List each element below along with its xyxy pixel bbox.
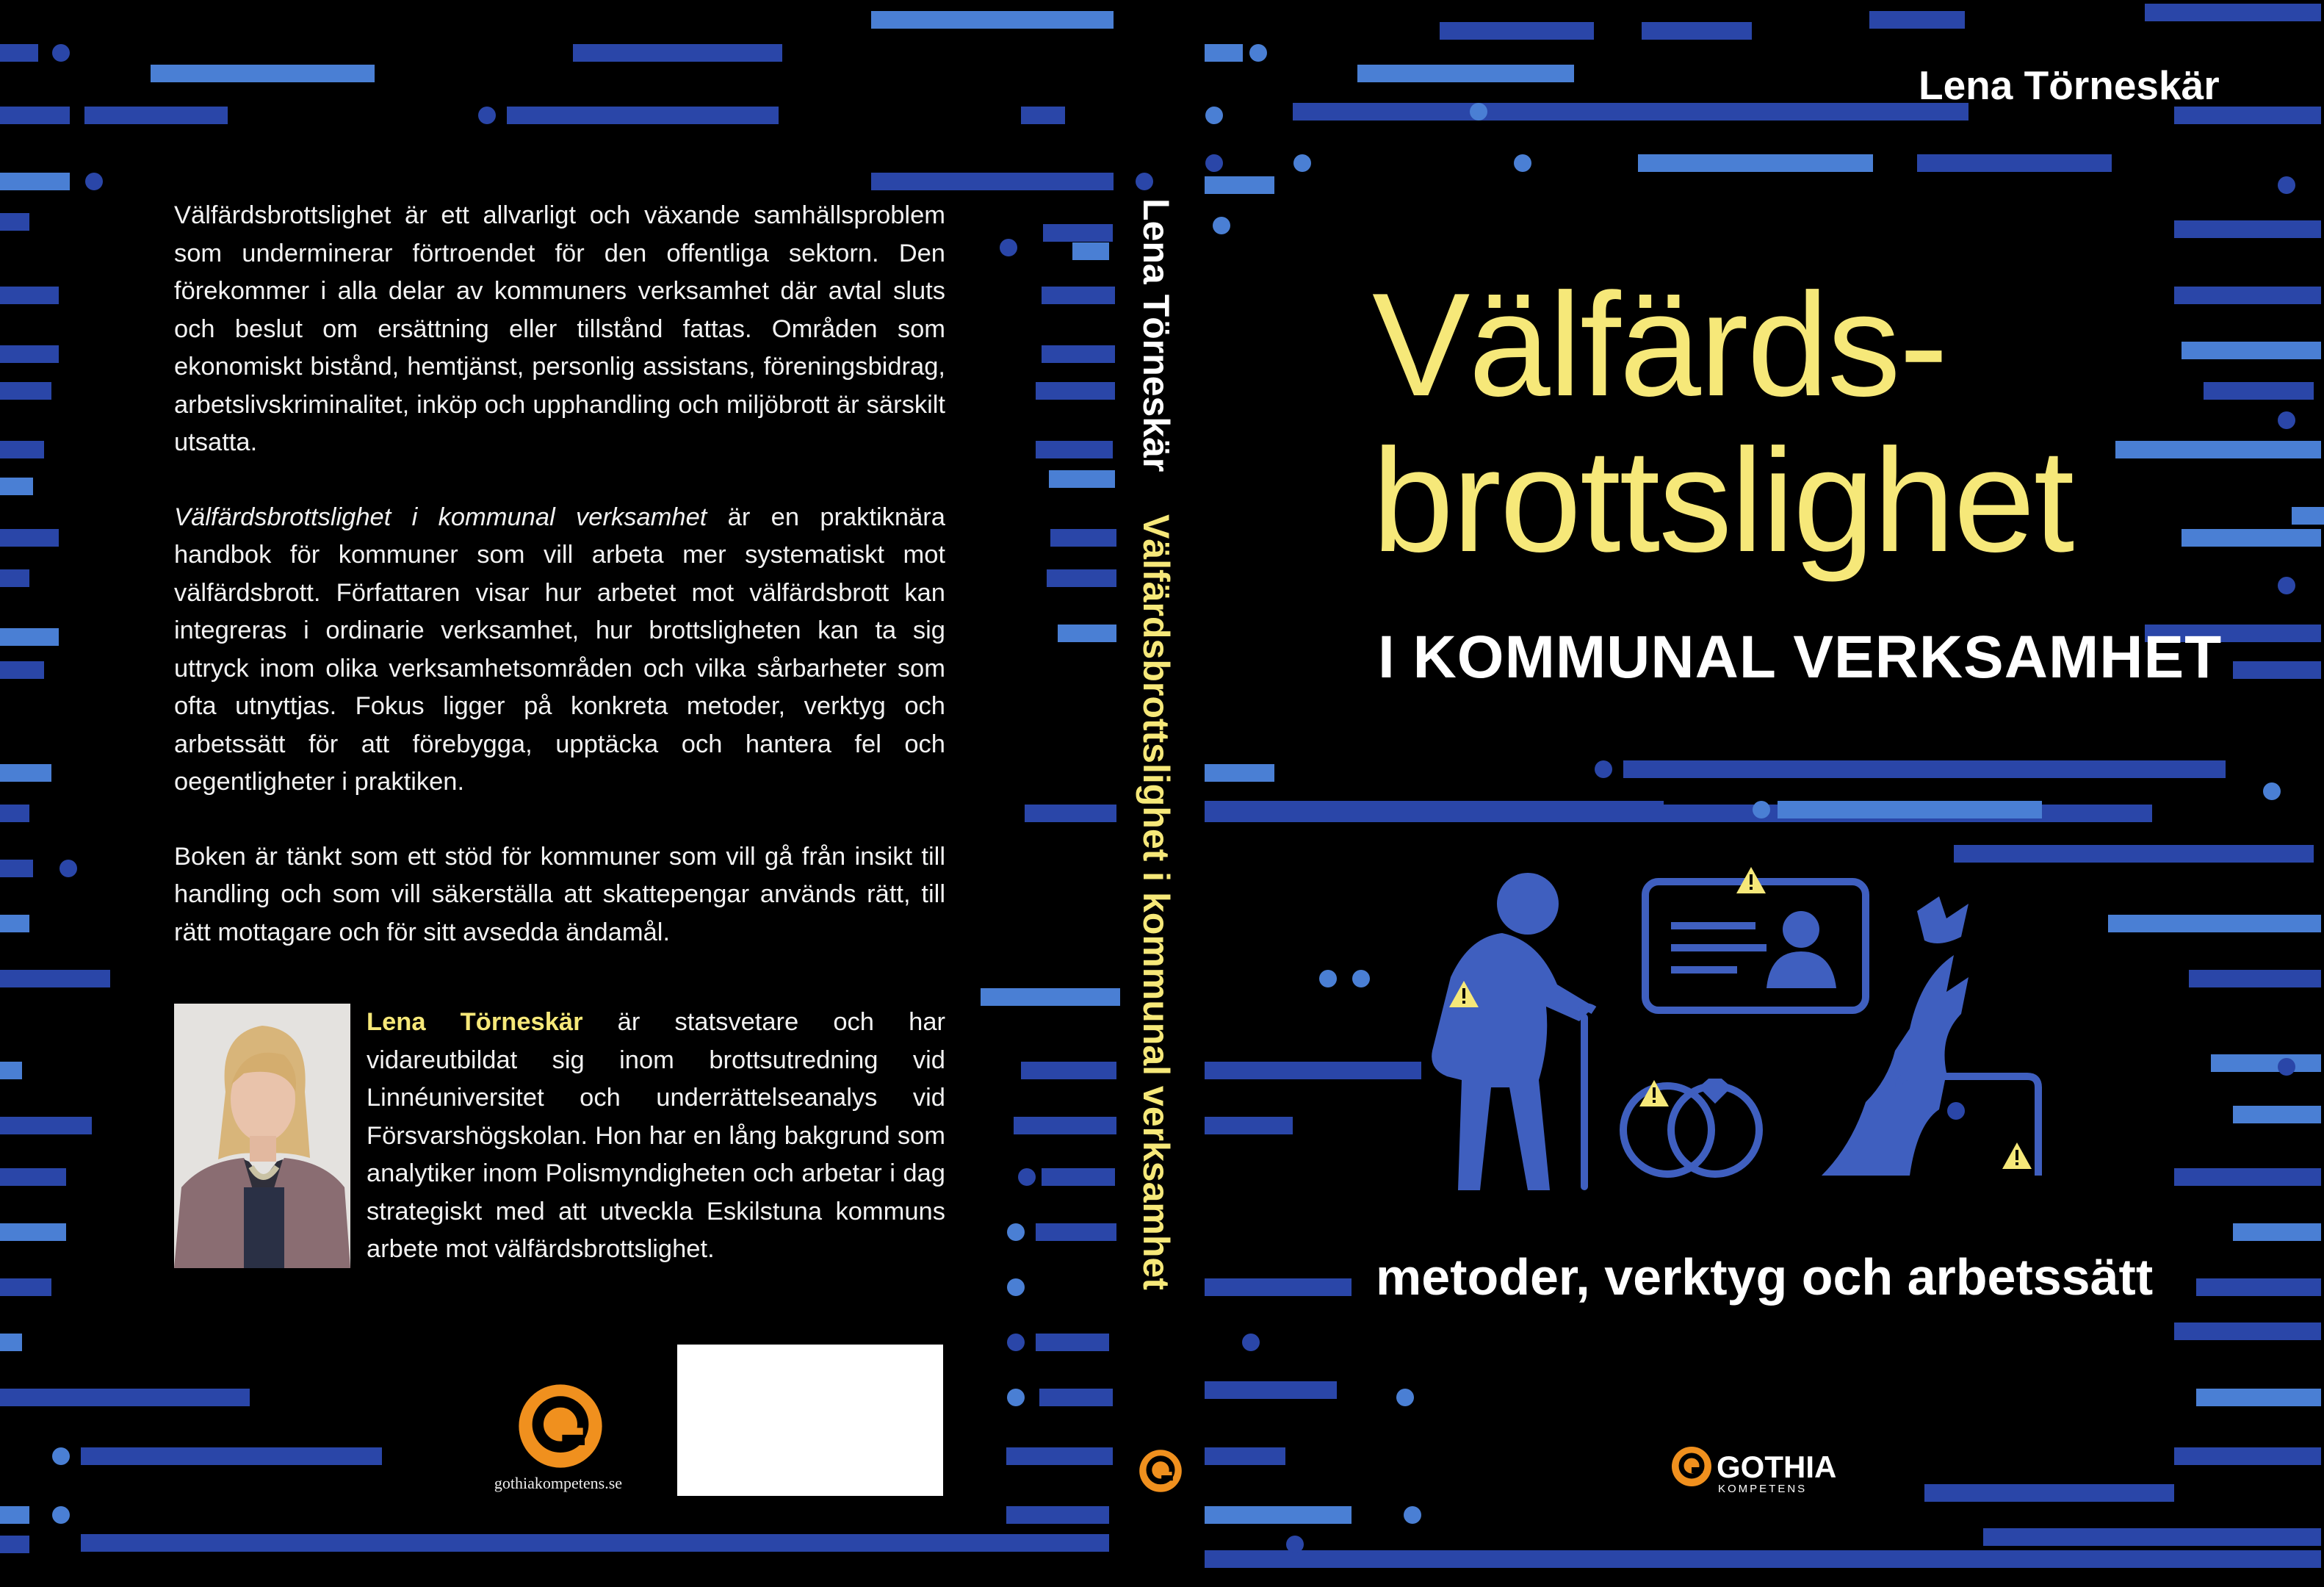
dash-decoration (1205, 1447, 1285, 1465)
dash-decoration (1205, 801, 1407, 818)
dash-decoration (1205, 1506, 1352, 1524)
dash-decoration (0, 569, 29, 587)
dot-decoration (52, 44, 70, 62)
dash-decoration (1042, 1168, 1115, 1186)
dot-decoration (1213, 217, 1230, 234)
dash-decoration (0, 213, 29, 231)
dash-decoration (1205, 1381, 1337, 1399)
back-paragraph-2 (174, 499, 945, 802)
dot-decoration (1352, 970, 1370, 987)
dash-decoration (2196, 1278, 2321, 1296)
dot-decoration (1007, 1334, 1025, 1351)
dash-decoration (1036, 382, 1115, 400)
dot-decoration (85, 173, 103, 190)
dash-decoration (2174, 220, 2321, 238)
dash-decoration (0, 107, 70, 124)
author-bio-name: Lena Törneskär (367, 1008, 583, 1036)
dot-decoration (1018, 1168, 1036, 1186)
dash-decoration (1642, 22, 1752, 40)
dot-decoration (2278, 411, 2295, 429)
barcode-area (677, 1345, 943, 1496)
dash-decoration (2174, 107, 2321, 124)
dash-decoration (1778, 801, 2042, 818)
dash-decoration (2174, 1447, 2321, 1465)
dash-decoration (1072, 242, 1109, 260)
dash-decoration (1565, 103, 1968, 120)
front-author: Lena Törneskär (1919, 62, 2220, 108)
dash-decoration (1021, 1062, 1116, 1079)
dash-decoration (84, 107, 228, 124)
dash-decoration (0, 1334, 22, 1351)
back-paragraph-3: Boken är tänkt som ett stöd för kommuner som vill gå från insikt till handling och som vill säkerställa att skattepengar används rätt, till rätt mottagare och för sitt avsedda ändamål. (174, 842, 945, 946)
dot-decoration (2278, 1058, 2295, 1076)
dash-decoration (0, 1278, 51, 1296)
dot-decoration (2263, 782, 2281, 800)
dash-decoration (1917, 154, 2112, 172)
dot-decoration (1514, 154, 1531, 172)
dash-decoration (0, 529, 59, 547)
dash-decoration (981, 988, 1120, 1006)
author-bio (367, 1004, 945, 1269)
dash-decoration (1036, 1334, 1109, 1351)
dash-decoration (1006, 1447, 1113, 1465)
dash-decoration (1924, 1484, 2174, 1502)
dash-decoration (0, 1506, 29, 1524)
spine-logo-icon (1138, 1449, 1183, 1493)
dash-decoration (1025, 805, 1116, 822)
dot-decoration (478, 107, 496, 124)
dot-decoration (1249, 44, 1267, 62)
dash-decoration (2204, 382, 2314, 400)
elderly-person-icon (1432, 873, 1594, 1190)
dash-decoration (2211, 1054, 2321, 1072)
dash-decoration (1623, 760, 2226, 778)
dash-decoration (871, 11, 1114, 29)
dash-decoration (0, 1117, 92, 1134)
dot-decoration (1293, 154, 1311, 172)
dot-decoration (2278, 577, 2295, 594)
dash-decoration (0, 478, 33, 495)
dash-decoration (1205, 764, 1274, 782)
dash-decoration (573, 44, 782, 62)
dot-decoration (1205, 154, 1223, 172)
publisher-logo-icon (517, 1383, 604, 1469)
dash-decoration (1036, 441, 1113, 458)
dash-decoration (0, 860, 33, 877)
dot-decoration (1319, 970, 1337, 987)
dot-decoration (1396, 1389, 1414, 1406)
dash-decoration (871, 173, 1114, 190)
dash-decoration (1050, 529, 1116, 547)
dot-decoration (52, 1447, 70, 1465)
dash-decoration (81, 1534, 1109, 1552)
dash-decoration (1205, 44, 1243, 62)
dash-decoration (0, 661, 44, 679)
dash-decoration (2196, 1389, 2321, 1406)
dash-decoration (0, 1223, 66, 1241)
illegal-dumping-icon (1822, 896, 2038, 1176)
dash-decoration (0, 1168, 66, 1186)
dot-decoration (1286, 1536, 1304, 1553)
gothia-logo-name: GOTHIA (1717, 1450, 1837, 1484)
dash-decoration (2182, 529, 2321, 547)
dash-decoration (2174, 1322, 2321, 1340)
dash-decoration (1954, 845, 2314, 863)
spine-title: Välfärdsbrottslighet i kommunal verksamhet (1136, 514, 1177, 1290)
dash-decoration (1058, 625, 1116, 642)
dash-decoration (1006, 1506, 1109, 1524)
dash-decoration (2233, 661, 2321, 679)
dash-decoration (2233, 1223, 2321, 1241)
dash-decoration (0, 1536, 29, 1553)
subtitle: I KOMMUNAL VERKSAMHET (1378, 624, 2223, 691)
dot-decoration (52, 1506, 70, 1524)
dash-decoration (1043, 224, 1113, 242)
author-bio-text: är statsvetare och har vidareutbildat sig inom brottsutredning vid Linnéuniversitet och underrättelseanalys vid Försvarshögskolan. Hon har en lång bakgrund som analytiker inom Polismyndigheten och arbetar i dag strategiskt med att utveckla Eskilstuna kommuns arbete mot välfärdsbrottslighet. (367, 1008, 945, 1263)
dash-decoration (81, 1447, 382, 1465)
dash-decoration (1440, 22, 1594, 40)
dot-decoration (1404, 1506, 1421, 1524)
dash-decoration (0, 1389, 250, 1406)
dot-decoration (1595, 760, 1612, 778)
back-paragraph-2-rest: är en praktiknära handbok för kommuner som vill arbeta mer systematiskt mot välfärdsbrott. Författaren visar hur arbetet mot välfärdsbrott kan integreras i ordinarie verksamhet, hur brottsligheten kan ta sig uttryck inom olika verksamhetsområden och vilka sårbarheter som ofta utnyttjas. Fokus ligger på konkreta metoder, verktyg och arbetssätt för att förebygga, upptäcka och hantera fel och oegentligheter i praktiken. (174, 503, 945, 796)
dash-decoration (1638, 154, 1873, 172)
dot-decoration (1007, 1278, 1025, 1296)
dash-decoration (2292, 507, 2324, 525)
dash-decoration (0, 764, 51, 782)
dash-decoration (0, 915, 29, 932)
dash-decoration (1047, 569, 1116, 587)
dash-decoration (2115, 441, 2321, 458)
dash-decoration (1021, 107, 1065, 124)
dot-decoration (1136, 173, 1153, 190)
dot-decoration (1753, 801, 1770, 818)
tagline: metoder, verktyg och arbetssätt (1376, 1248, 2154, 1306)
dash-decoration (151, 65, 375, 82)
dash-decoration (0, 382, 51, 400)
gothia-logo-sub: KOMPETENS (1718, 1483, 1808, 1495)
dot-decoration (1007, 1389, 1025, 1406)
back-paragraph-1: Välfärdsbrottslighet är ett allvarligt och växande samhällsproblem som underminerar förtroendet för den offentliga sektorn. Den förekommer i alla delar av kommuners verksamhet där avtal sluts och beslut om ersättning eller tillstånd fattas. Områden som ekonomiskt bistånd, hemtjänst, personlig assistans, föreningsbidrag, arbetslivskriminalitet, inköp och upphandling och miljöbrott är särskilt utsatta. (174, 201, 945, 456)
title-line-2: brottslighet (1372, 419, 2074, 583)
dash-decoration (1042, 287, 1115, 304)
dash-decoration (0, 44, 38, 62)
dash-decoration (0, 441, 44, 458)
dash-decoration (2174, 287, 2321, 304)
dash-decoration (507, 107, 779, 124)
dot-decoration (2278, 176, 2295, 194)
dash-decoration (0, 1062, 22, 1079)
author-photo (174, 1004, 350, 1268)
dash-decoration (1983, 1528, 2321, 1546)
dash-decoration (0, 805, 29, 822)
dash-decoration (0, 287, 59, 304)
dash-decoration (1014, 1117, 1116, 1134)
gothia-logo (1671, 1444, 1862, 1496)
title-line-1: Välfärds- (1372, 263, 1947, 427)
dash-decoration (1205, 1550, 2321, 1568)
dash-decoration (2145, 4, 2321, 21)
cover-illustration (1381, 867, 2211, 1205)
dash-decoration (0, 173, 70, 190)
dash-decoration (1039, 1389, 1113, 1406)
dash-decoration (0, 628, 59, 646)
publisher-website: gothiakompetens.se (494, 1474, 623, 1492)
dash-decoration (2182, 342, 2321, 359)
dot-decoration (1205, 107, 1223, 124)
dot-decoration (1000, 239, 1017, 256)
id-card-icon (1645, 882, 1866, 1010)
dash-decoration (1869, 11, 1965, 29)
dash-decoration (1205, 1278, 1352, 1296)
wedding-rings-icon (1623, 1082, 1759, 1174)
back-cover-text (174, 197, 945, 988)
dash-decoration (1357, 65, 1574, 82)
dash-decoration (1042, 345, 1115, 363)
author-block (174, 1004, 945, 1268)
book-title-italic: Välfärdsbrottslighet i kommunal verksamhet (174, 503, 707, 531)
dot-decoration (1007, 1223, 1025, 1241)
dash-decoration (1407, 801, 1664, 818)
dot-decoration (1242, 1334, 1260, 1351)
dot-decoration (59, 860, 77, 877)
gothia-logo-icon (1672, 1447, 1711, 1486)
dash-decoration (0, 970, 110, 987)
dash-decoration (0, 345, 59, 363)
dot-decoration (162, 107, 180, 124)
dash-decoration (1205, 1117, 1293, 1134)
dash-decoration (1205, 176, 1274, 194)
dash-decoration (1293, 103, 1572, 120)
dot-decoration (1470, 103, 1487, 120)
spine-author: Lena Törneskär (1136, 198, 1177, 472)
dash-decoration (1036, 1223, 1116, 1241)
dash-decoration (1049, 470, 1115, 488)
dash-decoration (2233, 1106, 2321, 1123)
